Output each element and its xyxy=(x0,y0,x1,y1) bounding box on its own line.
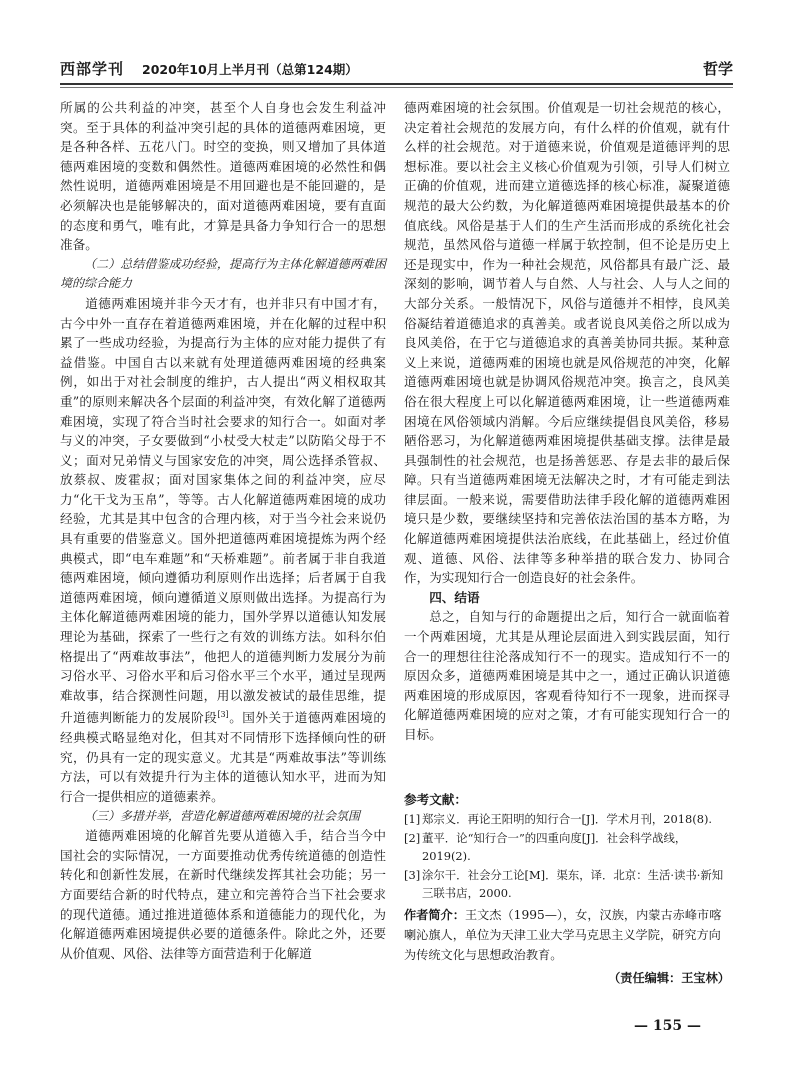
reference-text: 郑宗义．再论王阳明的知行合一[J]．学术月刊，2018(8). xyxy=(422,812,713,826)
citation-marker: [3] xyxy=(217,710,229,720)
section-heading: 四、结语 xyxy=(429,589,480,605)
reference-number: [3] xyxy=(404,867,421,882)
reference-number: [2] xyxy=(404,830,421,845)
section-tag: 哲学 xyxy=(702,60,733,78)
paragraph xyxy=(60,294,386,807)
reference-text: 涂尔干．社会分工论[M]．渠东，译．北京：生活·读书·新知三联书店，2000. xyxy=(422,867,724,900)
paragraph: 德两难困境的社会氛围。价值观是一切社会规范的核心，决定着社会规范的发展方向，有什么样的价值观，就有什么样的社会规范。对于道德来说，价值观是道德评判的思想标准。要以社会主义核心价值观为引领，引导人们树立正确的价值观，进而建立道德选择的核心标准，凝聚道德规范的最大公约数，为化解道德两难困境提供最基本的价值底线。风俗是基于人们的生产生活而形成的系统化社会规范，虽然风俗与道德一样属于软控制，但不论是历史上还是现实中，作为一种社会规范，风俗都具有最广泛、最深刻的影响，调节着人与自然、人与社会、人与人之间的大部分关系。一般情况下，风俗与道德并不相悖，良风美俗凝结着道德追求的真善美。或者说良风美俗之所以成为良风美俗，在于它与道德追求的真善美协同共振。某种意义上来说，道德两难的困境也就是风俗规范的冲突，化解道德两难困境也就是协调风俗规范冲突。换言之，良风美俗在很大程度上可以化解道德两难困境，让一些道德两难困境在风俗领域内消解。今后应继续提倡良风美俗，移易陋俗恶习，为化解道德两难困境提供基础支撑。法律是最具强制性的社会规范，也是扬善惩恶、存是去非的最后保障。只有当道德两难困境无法解决之时，才有可能走到法律层面。一般来说，需要借助法律手段化解的道德两难困境只是少数，要继续坚持和完善依法治国的基本方略，为化解道德两难困境提供法治底线，在此基础上，经过价值观、道德、风俗、法律等多种举措的联合发力、协同合作，为实现知行合一创造良好的社会条件。 xyxy=(404,100,730,586)
author-bio xyxy=(404,905,730,965)
paragraph-text: 道德两难困境并非今天才有，也并非只有中国才有，古今中外一直存在着道德两难困境，并在化解的过程中积累了一些成功经验，为提高行为主体的应对能力提供了有益借鉴。中国自古以来就有处理道德两难困境的经典案例，如出于对社会制度的维护，古人提出“两义相权取其重”的原则来解决各个层面的利益冲突，有效化解了道德两难困境，实现了符合当时社会要求的知行合一。如面对孝与义的冲突，子女要做到“小杖受大杖走”以防陷父母于不义；面对兄弟情义与国家安危的冲突，周公选择杀管叔、放蔡叔、废霍叔；面对国家集体之间的利益冲突，应尽力“化干戈为玉帛”，等等。古人化解道德两难困境的成功经验，尤其是其中包含的合理内核，对于当今社会来说仍具有重要的借鉴意义。国外把道德两难困境提炼为两个经典模式，即“电车难题”和“天桥难题”。前者属于非自我道德两难困境，倾向遵循功利原则作出选择；后者属于自我道德两难困境，倾向遵循道义原则做出选择。为提高行为主体化解道德两难困境的能力，国外学界以道德认知发展理论为基础，探索了一些行之有效的训练方法。如科尔伯格提出了“两难故事法”，他把人的道德判断力发展分为前习俗水平、习俗水平和后习俗水平三个水平，通过呈现两难故事，结合探测性问题，用以激发被试的最佳思维，提升道德判断能力的发展阶段 xyxy=(60,295,386,726)
reference-number: [1] xyxy=(404,812,421,826)
left-column xyxy=(60,98,386,963)
author-label: 作者简介： xyxy=(404,908,465,922)
journal-logo: 西部学刊 xyxy=(60,60,125,78)
paragraph: 所属的公共利益的冲突，甚至个人自身也会发生利益冲突。至于具体的利益冲突引起的具体的道德两难困境，更是各种各样、五花八门。时空的变换，则又增加了具体道德两难困境的变数和偶然性。道德两难困境的必然性和偶然性说明，道德两难困境是不用回避也是不能回避的，是必须解决也是能够解决的，面对道德两难困境，要有直面的态度和勇气，唯有此，才算是具备力争知行合一的思想准备。 xyxy=(60,100,386,253)
header-rule xyxy=(60,83,733,85)
paragraph: 总之，自知与行的命题提出之后，知行合一就面临着一个两难困境，尤其是从理论层面进入到实践层面，知行合一的理想往往沦落成知行不一的现实。造成知行不一的原因众多，道德两难困境是其中之一，通过正确认识道德两难困境的形成原因，客观看待知行不一现象，进而探寻化解道德两难困境的应对之策，才有可能实现知行合一的目标。 xyxy=(404,609,730,742)
paragraph: 道德两难困境的化解首先要从道德入手，结合当今中国社会的实际情况，一方面要推动优秀传统道德的创造性转化和创新性发展，在新时代继续发挥其社会功能；另一方面要结合新的时代特点，建立和完善符合当下社会要求的现代道德。通过推进道德体系和道德能力的现代化，为化解道德两难困境提供必要的道德条件。除此之外，还要从价值观、风俗、法律等方面营造利于化解道 xyxy=(60,828,386,961)
author-text: 王文杰（1995—），女，汉族，内蒙古赤峰市喀喇沁旗人，单位为天津工业大学马克思主义学院，研究方向为传统文化与思想政治教育。 xyxy=(404,908,722,962)
reference-item xyxy=(404,866,730,903)
responsible-editor: （责任编辑：王宝林） xyxy=(608,971,730,985)
reference-item xyxy=(404,810,730,829)
references-title: 参考文献： xyxy=(404,792,467,807)
header-rule-thin xyxy=(60,87,733,88)
subsection-heading: （二）总结借鉴成功经验，提高行为主体化解道德两难困境的综合能力 xyxy=(60,256,386,291)
subsection-heading: （三）多措并举，营造化解道德两难困境的社会氛围 xyxy=(84,808,361,823)
reference-item xyxy=(404,829,730,866)
right-column xyxy=(404,98,730,745)
page-header xyxy=(60,58,733,80)
paragraph-text: 。国外关于道德两难困境的经典模式略显绝对化，但其对不同情形下选择倾向性的研究，仍具有一定的现实意义。尤其是“两难故事法”等训练方法，可以有效提升行为主体的道德认知水平，进而为知行合一提供相应的道德素养。 xyxy=(60,710,387,804)
reference-text: 董平．论“知行合一”的四重向度[J]．社会科学战线，2019(2). xyxy=(422,830,687,863)
issue-info: 2020年10月上半月刊（总第124期） xyxy=(142,62,358,77)
references-list xyxy=(404,810,730,903)
page-number: — 155 — xyxy=(634,1018,701,1034)
